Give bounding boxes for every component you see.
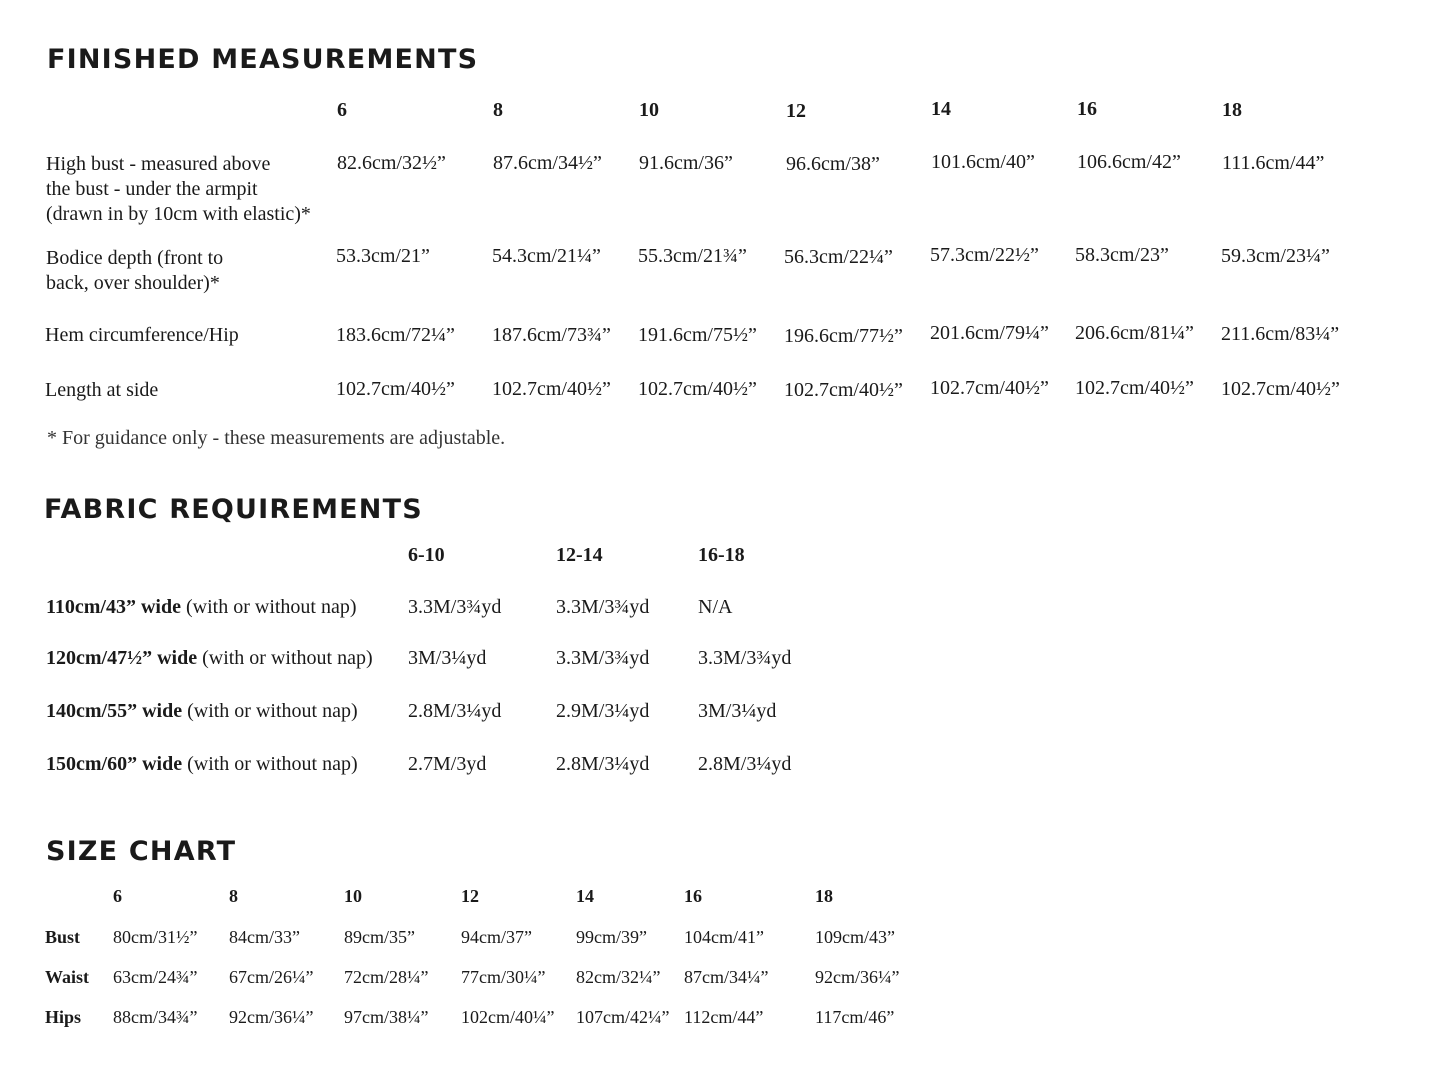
sc-cell: 87cm/34¼” bbox=[684, 967, 769, 987]
fr-note: (with or without nap) bbox=[182, 700, 358, 722]
sc-cell: 80cm/31½” bbox=[113, 927, 198, 947]
fabric-requirements-title: FABRIC REQUIREMENTS bbox=[44, 494, 423, 525]
fm-cell: 58.3cm/23” bbox=[1075, 244, 1169, 266]
fm-size-header: 14 bbox=[931, 98, 951, 120]
fm-cell: 59.3cm/23¼” bbox=[1221, 245, 1330, 267]
fr-cell: 3M/3¼yd bbox=[408, 647, 487, 669]
sc-cell: 94cm/37” bbox=[461, 927, 532, 947]
sc-size-header: 10 bbox=[344, 886, 362, 906]
sc-cell: 84cm/33” bbox=[229, 927, 300, 947]
fr-width: 110cm/43” wide bbox=[46, 596, 181, 618]
fm-cell: 53.3cm/21” bbox=[336, 245, 430, 267]
fm-cell: 54.3cm/21¼” bbox=[492, 245, 601, 267]
fr-note: (with or without nap) bbox=[182, 753, 358, 775]
sc-cell: 92cm/36¼” bbox=[815, 967, 900, 987]
fr-size-header: 16-18 bbox=[698, 544, 745, 566]
fm-size-header: 6 bbox=[337, 99, 347, 121]
fr-cell: 2.7M/3yd bbox=[408, 753, 487, 775]
fm-footnote: * For guidance only - these measurements are adjustable. bbox=[47, 427, 506, 449]
fm-cell: 211.6cm/83¼” bbox=[1221, 323, 1340, 345]
sc-size-header: 6 bbox=[113, 886, 122, 906]
fr-width: 150cm/60” wide bbox=[46, 753, 183, 775]
fm-cell: 196.6cm/77½” bbox=[784, 325, 903, 347]
fm-cell: 102.7cm/40½” bbox=[336, 378, 455, 400]
sc-cell: 89cm/35” bbox=[344, 927, 415, 947]
fm-cell: 82.6cm/32½” bbox=[337, 152, 446, 174]
fm-size-header: 10 bbox=[639, 99, 659, 121]
fm-size-header: 16 bbox=[1077, 98, 1097, 120]
sc-row-label: Bust bbox=[45, 927, 81, 947]
sc-size-header: 12 bbox=[461, 886, 479, 906]
sc-size-header: 8 bbox=[229, 886, 238, 906]
fm-cell: 102.7cm/40½” bbox=[492, 378, 611, 400]
fm-row-label: Bodice depth (front to bbox=[46, 247, 224, 269]
fr-cell: N/A bbox=[698, 596, 733, 618]
sc-cell: 97cm/38¼” bbox=[344, 1007, 429, 1027]
fr-cell: 3.3M/3¾yd bbox=[698, 647, 792, 669]
sc-cell: 72cm/28¼” bbox=[344, 967, 429, 987]
fr-cell: 3.3M/3¾yd bbox=[556, 596, 650, 618]
fr-cell: 2.9M/3¼yd bbox=[556, 700, 650, 722]
fm-cell: 102.7cm/40½” bbox=[930, 377, 1049, 399]
fm-cell: 101.6cm/40” bbox=[931, 151, 1035, 173]
sc-row-label: Hips bbox=[45, 1007, 82, 1027]
fm-cell: 106.6cm/42” bbox=[1077, 151, 1181, 173]
sc-size-header: 18 bbox=[815, 886, 833, 906]
fr-cell: 3M/3¼yd bbox=[698, 700, 777, 722]
fm-cell: 111.6cm/44” bbox=[1222, 152, 1325, 174]
fr-row-label bbox=[46, 595, 357, 620]
fm-size-header: 12 bbox=[786, 100, 806, 122]
fr-row-label bbox=[46, 646, 373, 671]
sc-cell: 88cm/34¾” bbox=[113, 1007, 198, 1027]
fr-cell: 2.8M/3¼yd bbox=[408, 700, 502, 722]
sc-cell: 99cm/39” bbox=[576, 927, 647, 947]
sc-size-header: 14 bbox=[576, 886, 594, 906]
fr-row-label bbox=[46, 752, 358, 777]
size-chart-title: SIZE CHART bbox=[46, 836, 237, 867]
fm-cell: 183.6cm/72¼” bbox=[336, 324, 455, 346]
fm-row-label: (drawn in by 10cm with elastic)* bbox=[46, 203, 311, 225]
fr-width: 120cm/47½” wide bbox=[46, 647, 198, 669]
fr-note: (with or without nap) bbox=[197, 647, 373, 669]
fm-row-label: High bust - measured above bbox=[46, 153, 271, 175]
sc-row-label: Waist bbox=[45, 967, 90, 987]
fm-cell: 102.7cm/40½” bbox=[784, 379, 903, 401]
fr-cell: 2.8M/3¼yd bbox=[698, 753, 792, 775]
sc-cell: 77cm/30¼” bbox=[461, 967, 546, 987]
sc-cell: 63cm/24¾” bbox=[113, 967, 198, 987]
sc-cell: 117cm/46” bbox=[815, 1007, 895, 1027]
fm-cell: 96.6cm/38” bbox=[786, 153, 880, 175]
fr-cell: 2.8M/3¼yd bbox=[556, 753, 650, 775]
fm-cell: 201.6cm/79¼” bbox=[930, 322, 1049, 344]
fr-note: (with or without nap) bbox=[181, 596, 357, 618]
fm-size-header: 18 bbox=[1222, 99, 1242, 121]
fm-cell: 91.6cm/36” bbox=[639, 152, 733, 174]
sc-cell: 82cm/32¼” bbox=[576, 967, 661, 987]
sc-cell: 112cm/44” bbox=[684, 1007, 764, 1027]
fm-cell: 206.6cm/81¼” bbox=[1075, 322, 1194, 344]
finished-measurements-title: FINISHED MEASUREMENTS bbox=[47, 44, 479, 75]
fm-row-label: the bust - under the armpit bbox=[46, 178, 258, 200]
sc-cell: 67cm/26¼” bbox=[229, 967, 314, 987]
fm-cell: 102.7cm/40½” bbox=[638, 378, 757, 400]
fm-cell: 191.6cm/75½” bbox=[638, 324, 757, 346]
fr-cell: 3.3M/3¾yd bbox=[408, 596, 502, 618]
fm-cell: 102.7cm/40½” bbox=[1221, 378, 1340, 400]
sc-cell: 92cm/36¼” bbox=[229, 1007, 314, 1027]
sc-size-header: 16 bbox=[684, 886, 702, 906]
fm-cell: 102.7cm/40½” bbox=[1075, 377, 1194, 399]
fm-row-label: Hem circumference/Hip bbox=[45, 324, 239, 346]
sc-cell: 109cm/43” bbox=[815, 927, 895, 947]
fm-row-label: Length at side bbox=[45, 379, 159, 401]
fm-cell: 87.6cm/34½” bbox=[493, 152, 602, 174]
sc-cell: 104cm/41” bbox=[684, 927, 764, 947]
fm-cell: 56.3cm/22¼” bbox=[784, 246, 893, 268]
sc-cell: 107cm/42¼” bbox=[576, 1007, 670, 1027]
sc-cell: 102cm/40¼” bbox=[461, 1007, 555, 1027]
fr-size-header: 12-14 bbox=[556, 544, 603, 566]
fm-size-header: 8 bbox=[493, 99, 503, 121]
fr-row-label bbox=[46, 699, 358, 724]
fm-cell: 55.3cm/21¾” bbox=[638, 245, 747, 267]
fm-cell: 187.6cm/73¾” bbox=[492, 324, 611, 346]
fm-row-label: back, over shoulder)* bbox=[46, 272, 220, 294]
fr-width: 140cm/55” wide bbox=[46, 700, 183, 722]
fr-cell: 3.3M/3¾yd bbox=[556, 647, 650, 669]
fm-cell: 57.3cm/22½” bbox=[930, 244, 1039, 266]
fr-size-header: 6-10 bbox=[408, 544, 445, 566]
